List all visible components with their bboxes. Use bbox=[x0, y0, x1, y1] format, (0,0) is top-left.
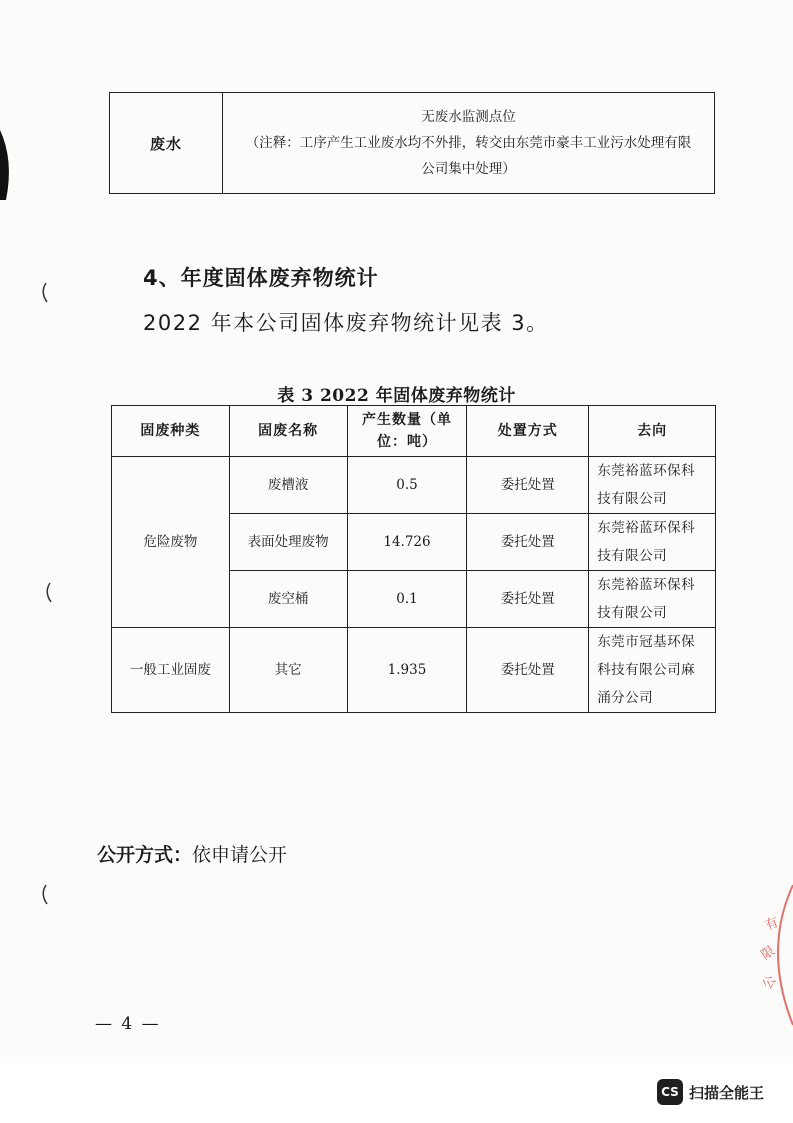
wastewater-line-2: （注释：工序产生工业废水均不外排，转交由东莞市豪丰工业污水处理有限 bbox=[245, 135, 692, 151]
waste-name-cell: 表面处理废物 bbox=[229, 514, 347, 571]
brand-name: 扫描全能王 bbox=[689, 1083, 765, 1102]
waste-name-cell: 废空桶 bbox=[229, 571, 347, 628]
solid-waste-table bbox=[111, 405, 716, 713]
destination-cell bbox=[589, 571, 716, 628]
section-heading: 4、年度固体废弃物统计 bbox=[143, 266, 379, 290]
destination-cell bbox=[589, 628, 716, 713]
quantity-cell: 0.5 bbox=[347, 457, 467, 514]
svg-text:有: 有 bbox=[763, 915, 781, 934]
header-method: 处置方式 bbox=[467, 406, 589, 457]
method-cell: 委托处置 bbox=[467, 457, 589, 514]
binder-edge-shadow bbox=[0, 130, 20, 200]
camscanner-logo-icon: CS bbox=[657, 1079, 683, 1105]
destination-line: 技有限公司 bbox=[597, 605, 668, 621]
category-cell: 一般工业固废 bbox=[112, 628, 230, 713]
table-row bbox=[112, 457, 716, 514]
quantity-cell: 14.726 bbox=[347, 514, 467, 571]
destination-line: 涌分公司 bbox=[597, 690, 654, 706]
wastewater-table bbox=[109, 92, 715, 194]
header-name: 固废名称 bbox=[229, 406, 347, 457]
binder-hole-mark bbox=[38, 282, 50, 304]
method-cell: 委托处置 bbox=[467, 514, 589, 571]
company-seal-stamp bbox=[753, 880, 793, 1030]
destination-cell bbox=[589, 457, 716, 514]
destination-line: 技有限公司 bbox=[597, 548, 668, 564]
destination-line: 技有限公司 bbox=[597, 491, 668, 507]
wastewater-label: 废水 bbox=[110, 93, 223, 193]
method-cell: 委托处置 bbox=[467, 628, 589, 713]
disclosure-value: 依申请公开 bbox=[192, 844, 288, 866]
destination-line: 东莞裕蓝环保科 bbox=[597, 577, 696, 593]
destination-line: 科技有限公司麻 bbox=[597, 662, 696, 678]
header-destination: 去向 bbox=[589, 406, 716, 457]
binder-hole-mark bbox=[42, 582, 54, 604]
page-number: — 4 — bbox=[95, 1014, 161, 1034]
wastewater-line-3: 公司集中处理） bbox=[421, 161, 516, 177]
destination-line: 东莞市冠基环保 bbox=[597, 634, 696, 650]
destination-line: 东莞裕蓝环保科 bbox=[597, 463, 696, 479]
header-category: 固废种类 bbox=[112, 406, 230, 457]
waste-name-cell: 其它 bbox=[229, 628, 347, 713]
header-quantity-line-1: 产生数量（单 bbox=[361, 412, 452, 428]
wastewater-content bbox=[223, 93, 714, 193]
waste-name-cell: 废槽液 bbox=[229, 457, 347, 514]
header-quantity bbox=[347, 406, 467, 457]
table-caption: 表 3 2022 年固体废弃物统计 bbox=[277, 386, 516, 406]
binder-hole-mark bbox=[38, 884, 50, 906]
svg-text:限: 限 bbox=[758, 943, 778, 964]
quantity-cell: 0.1 bbox=[347, 571, 467, 628]
header-quantity-line-2: 位：吨） bbox=[376, 434, 437, 450]
table-header-row bbox=[112, 406, 716, 457]
disclosure-label: 公开方式： bbox=[97, 844, 193, 866]
quantity-cell: 1.935 bbox=[347, 628, 467, 713]
disclosure-method bbox=[97, 840, 287, 867]
destination-line: 东莞裕蓝环保科 bbox=[597, 520, 696, 536]
category-cell: 危险废物 bbox=[112, 457, 230, 628]
section-body: 2022 年本公司固体废弃物统计见表 3。 bbox=[143, 311, 549, 335]
destination-cell bbox=[589, 514, 716, 571]
method-cell: 委托处置 bbox=[467, 571, 589, 628]
svg-text:公: 公 bbox=[759, 973, 780, 993]
wastewater-line-1: 无废水监测点位 bbox=[421, 109, 516, 125]
scanner-brand bbox=[657, 1079, 764, 1105]
table-row bbox=[112, 628, 716, 713]
